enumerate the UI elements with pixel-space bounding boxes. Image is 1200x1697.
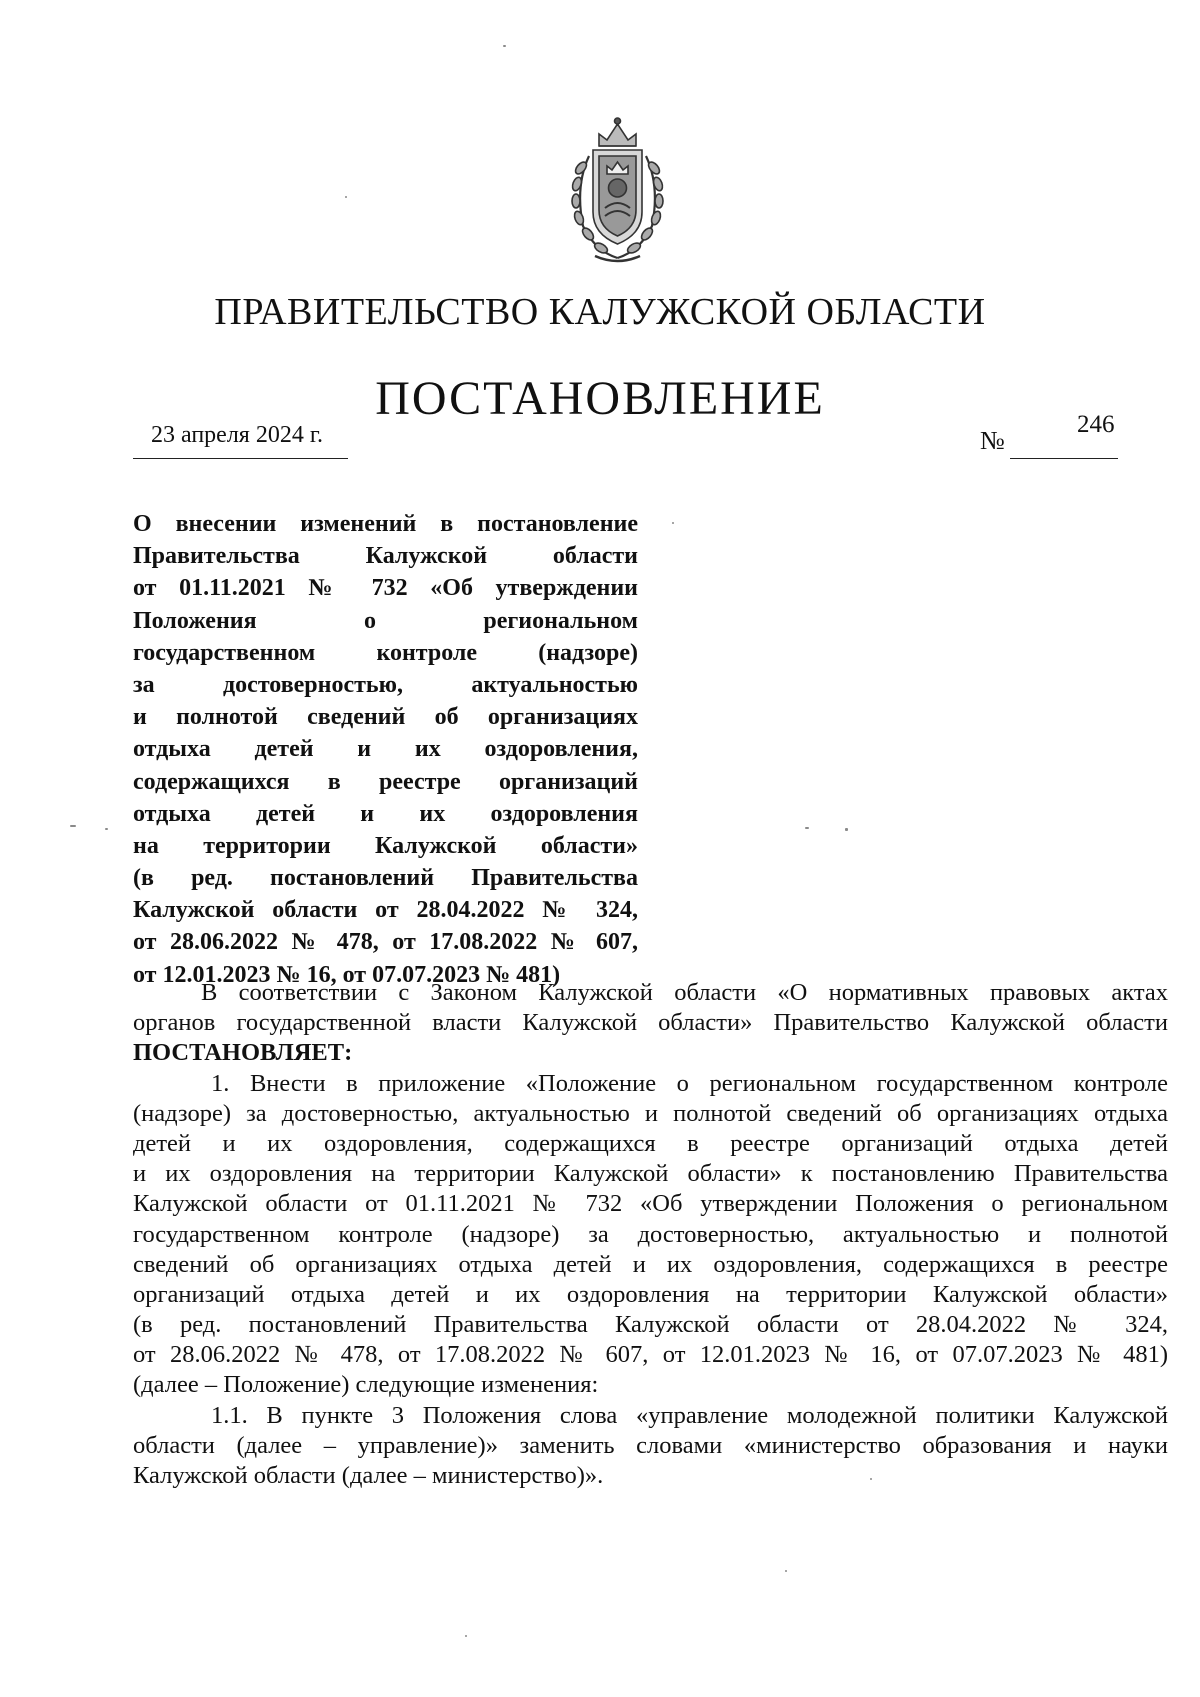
scan-speck bbox=[465, 1635, 467, 1637]
subject-line: от 01.11.2021 № 732 «Об утверждении bbox=[133, 575, 638, 602]
subject-line: от 28.06.2022 № 478, от 17.08.2022 № 607, bbox=[133, 929, 638, 956]
scan-speck bbox=[805, 827, 809, 829]
scan-speck bbox=[345, 196, 347, 198]
scan-speck bbox=[105, 828, 108, 830]
number-sign: № bbox=[980, 426, 1005, 455]
subject-line: от 12.01.2023 № 16, от 07.07.2023 № 481) bbox=[133, 961, 561, 988]
preamble-line: органов государственной власти Калужской области» Правительство Калужской области bbox=[133, 1009, 1168, 1037]
item1-line: Калужской области от 01.11.2021 № 732 «Об утверждении Положения о региональном bbox=[133, 1190, 1168, 1218]
scan-speck bbox=[70, 825, 76, 827]
document-date: 23 апреля 2024 г. bbox=[151, 422, 323, 448]
subject-line: содержащихся в реестре организаций bbox=[133, 768, 638, 795]
scan-speck bbox=[785, 1570, 787, 1572]
item1-line: сведений об организациях отдыха детей и их оздоровления, содержащихся в реестре bbox=[133, 1250, 1168, 1278]
subject-line: Правительства Калужской области bbox=[133, 543, 638, 570]
preamble-line: В соответствии с Законом Калужской области «О нормативных правовых актах bbox=[201, 979, 1168, 1006]
subject-line: на территории Калужской области» bbox=[133, 832, 638, 859]
document-number-field bbox=[980, 411, 1130, 458]
document-type-title: ПОСТАНОВЛЕНИЕ bbox=[375, 372, 825, 425]
item1-line: (далее – Положение) следующие изменения: bbox=[133, 1371, 599, 1399]
decree-word: ПОСТАНОВЛЯЕТ: bbox=[133, 1039, 353, 1067]
document-subject bbox=[133, 508, 638, 991]
government-title: ПРАВИТЕЛЬСТВО КАЛУЖСКОЙ ОБЛАСТИ bbox=[214, 291, 986, 333]
item1-line: 1. Внести в приложение «Положение о региональном государственном контроле bbox=[211, 1069, 1168, 1097]
item1-line: от 28.06.2022 № 478, от 17.08.2022 № 607, от 12.01.2023 № 16, от 07.07.2023 № 481) bbox=[133, 1341, 1168, 1369]
subject-line: и полнотой сведений об организациях bbox=[133, 704, 638, 731]
subject-line: отдыха детей и их оздоровления bbox=[133, 800, 638, 827]
item11-line: Калужской области (далее – министерство)». bbox=[133, 1462, 604, 1489]
subject-line: Положения о региональном bbox=[133, 607, 638, 634]
subject-line: государственном контроле (надзоре) bbox=[133, 639, 638, 666]
item11-line: области (далее – управление)» заменить словами «министерство образования и науки bbox=[133, 1431, 1168, 1459]
subject-line: О внесении изменений в постановление bbox=[133, 511, 638, 537]
subject-line: Калужской области от 28.04.2022 № 324, bbox=[133, 897, 638, 924]
item1-line: детей и их оздоровления, содержащихся в реестре организаций отдыха детей bbox=[133, 1129, 1168, 1157]
document-date-field bbox=[133, 418, 348, 459]
scan-speck bbox=[503, 45, 506, 47]
subject-line: (в ред. постановлений Правительства bbox=[133, 865, 638, 892]
item11-line: 1.1. В пункте 3 Положения слова «управление молодежной политики Калужской bbox=[211, 1401, 1168, 1429]
item1-line: (надзоре) за достоверностью, актуальностью и полнотой сведений об организациях отдыха bbox=[133, 1099, 1168, 1127]
item1-line: (в ред. постановлений Правительства Калужской области от 28.04.2022 № 324, bbox=[133, 1311, 1168, 1339]
item1-line: организаций отдыха детей и их оздоровления на территории Калужской области» bbox=[133, 1280, 1168, 1308]
item1-line: и их оздоровления на территории Калужской области» к постановлению Правительства bbox=[133, 1160, 1168, 1188]
subject-line: отдыха детей и их оздоровления, bbox=[133, 736, 638, 763]
number-underline bbox=[1010, 458, 1118, 459]
document-body bbox=[133, 978, 1168, 1491]
scan-speck bbox=[672, 522, 674, 524]
item1-line: государственном контроле (надзоре) за достоверностью, актуальностью и полнотой bbox=[133, 1220, 1168, 1248]
scan-speck bbox=[845, 828, 848, 831]
subject-line: за достоверностью, актуальностью bbox=[133, 671, 638, 698]
kaluga-coat-of-arms-emblem bbox=[555, 116, 680, 266]
document-number: 246 bbox=[1077, 411, 1115, 438]
